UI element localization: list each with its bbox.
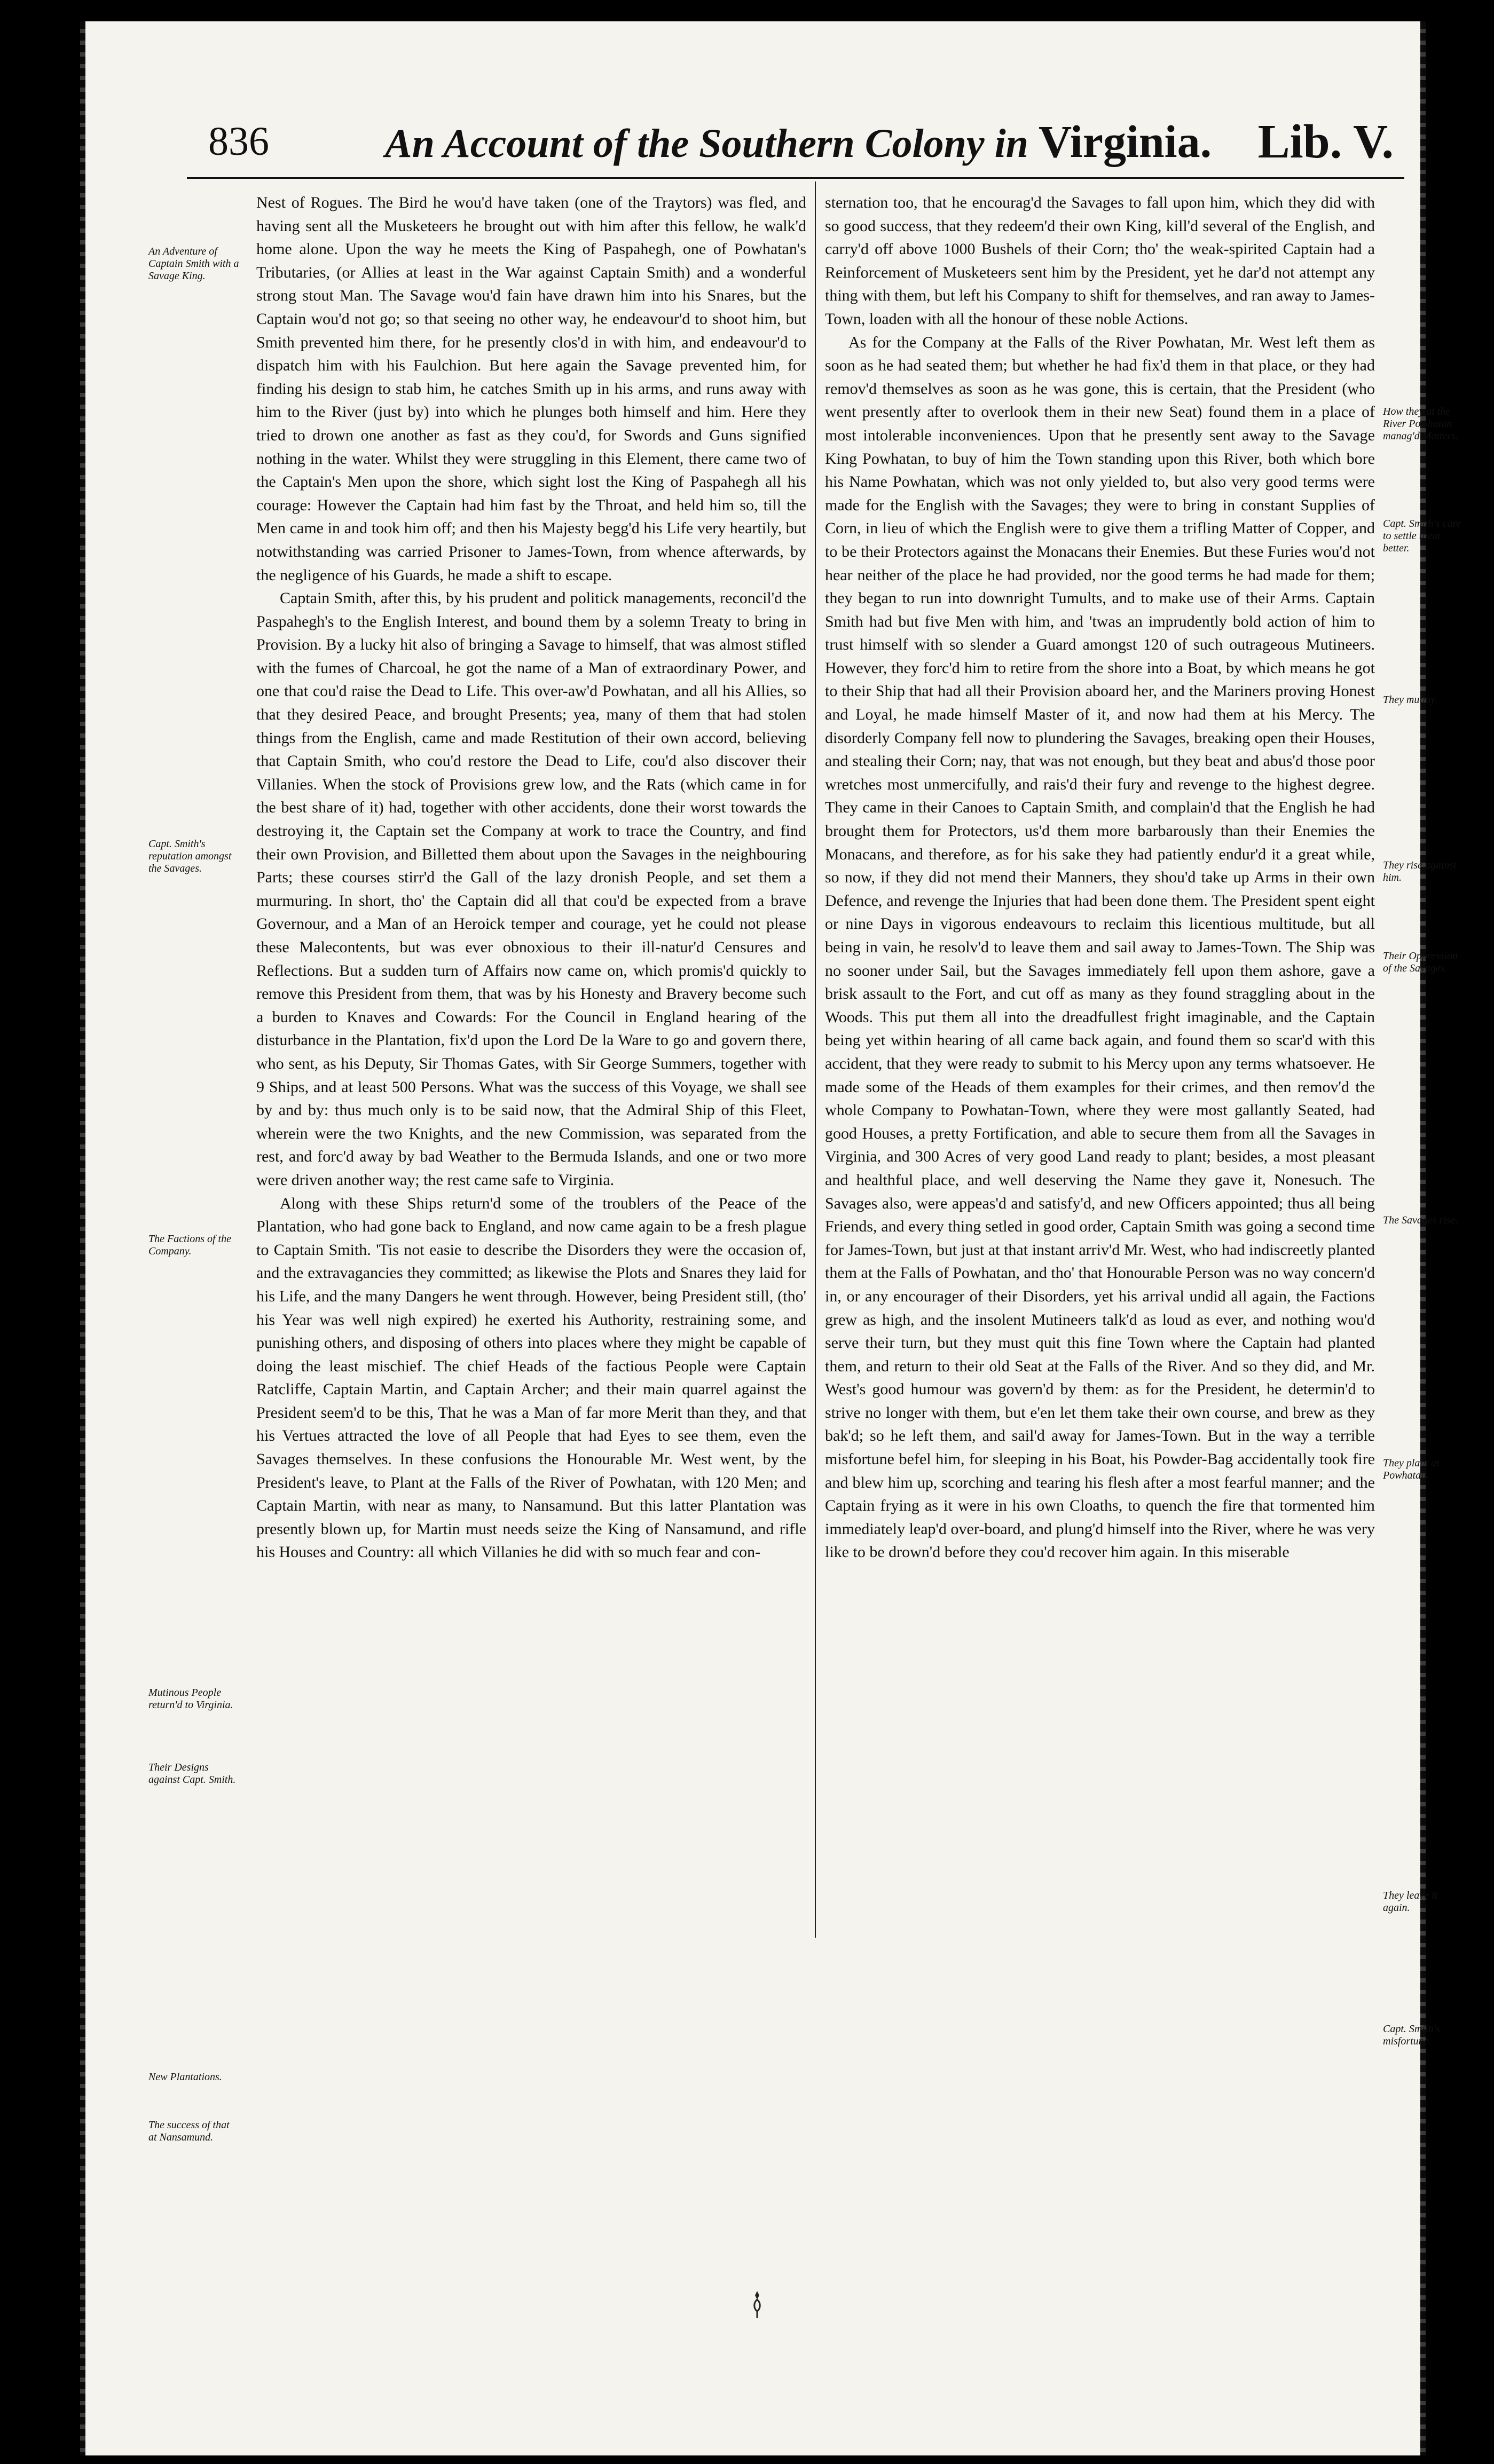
- margin-note-leave-it: They leave it again.: [1383, 1890, 1438, 1914]
- left-paragraph: Nest of Rogues. The Bird he wou'd have taken (one of the Traytors) was fled, and having sent all the Musketeers he brought out with him after this fellow, he walk'd home alone. Upon the way he meets the King of Paspahegh, one of Powhatan's Tributaries, (or Allies at least in the War against Captain Smith) and a wonderful strong stout Man. The Savage wou'd fain have drawn him into his Snares, but the Captain wou'd not go; so that seeing no other way, he endeavour'd to shoot him, but Smith prevented him there, for he presently clos'd in with him, and endeavour'd to dispatch him with his Faulchion. But here again the Savage prevented him, for finding his design to stab him, he catches Smith up in his arms, and runs away with him to the River (just by) into which he plunges both himself and him. Here they tried to drown one another as fast as they cou'd, for Swords and Guns signified nothing in the water. Whilst they were struggling in this Element, there came two of the Captain's Men upon the shore, which sight lost the King of Paspahegh all his courage: However the Captain had him fast by the Throat, and held him so, till the Men came in and took him off; and then his Majesty begg'd his Life very heartily, but notwithstanding was carried Prisoner to James-Town, from whence afterwards, by the negligence of his Guards, he made a shift to escape.: [256, 194, 806, 584]
- book-page: [80, 21, 1461, 2455]
- margin-note-mutinous: Mutinous People return'd to Virginia.: [148, 1687, 233, 1711]
- margin-note-river-powhatan: How they at the River Powhatan manag'd Matters.: [1383, 406, 1458, 442]
- margin-note-mutiny: They mutiny.: [1383, 694, 1438, 706]
- column-divider: [815, 181, 816, 1938]
- margin-note-plantations: New Plantations.: [148, 2071, 222, 2083]
- right-paragraph: As for the Company at the Falls of the River Powhatan, Mr. West left them as soon as he had seated them; but whether he had fix'd them in that place, or they had remov'd themselves as soon as he was gone, this is certain, that the President (who went presently after to overlook them in their new Seat) found them in a place of most intolerable inconveniences. Upon that he presently sent away to the Savage King Powhatan, to buy of him the Town standing upon this River, both which bore his Name Powhatan, which was not only yielded to, but also very good terms were made for the English with the Savages; they were to bring in constant Supplies of Corn, in lieu of which the English were to give them a trifling Matter of Copper, and to be their Protectors against the Monacans their Enemies. But these Furies wou'd not hear neither of the place he had provided, nor the good terms he had made for them; they began to run into downright Tumults, and to make use of their Arms. Captain Smith had but five Men with him, and 'twas an imprudently bold action of him to trust himself with so slender a Guard amongst 120 of such outrageous Mutineers. However, they forc'd him to retire from the shore into a Boat, by which means he got to their Ship that had all their Provision aboard her, and the Mariners proving Honest and Loyal, he made himself Master of it, and now had them at his Mercy. The disorderly Company fell now to plundering the Savages, breaking open their Houses, and stealing their Corn; nay, that was not enough, but they beat and abus'd those poor wretches most unmercifully, and rais'd their fury and revenge to the highest degree. They came in their Canoes to Captain Smith, and complain'd that the English he had brought them for Protectors, us'd them more barbarously than their Enemies the Monacans, and therefore, as for his sake they had patiently endur'd it a great while, so now, if they did not mend their Manners, they shou'd take up Arms in their own Defence, and revenge the Injuries that had been done them. The President spent eight or nine Days in vigorous endeavours to reclaim this licentious multitude, but all being in vain, he resolv'd to leave them and sail away to James-Town. The Ship was no sooner under Sail, but the Savages immediately fell upon them ashore, gave a brisk assault to the Fort, and cut off as many as they found straggling about in the Woods. This put them all into the dreadfullest fright imaginable, and the Captain being yet within hearing of all came back again, and found them so scar'd with this accident, that they were ready to submit to his Mercy upon any terms whatsoever. He made some of the Heads of them examples for their crimes, and then remov'd the whole Company to Powhatan-Town, where they were most gallantly Seated, had good Houses, a pretty Fortification, and able to secure them from all the Savages in Virginia, and 300 Acres of very good Land ready to plant; besides, a most pleasant and healthful place, and well deserving the Name they gave it, Nonesuch. The Savages also, were appeas'd and satisfy'd, and new Officers appointed; thus all being Friends, and every thing setled in good order, Captain Smith was going a second time for James-Town, but just at that instant arriv'd Mr. West, who had indiscreetly planted them at the Falls of Powhatan, and tho' that Honourable Person was no way concern'd in, or any encourager of their Disorders, yet his arrival undid all again, the Factions grew as high, and the insolent Mutineers talk'd as loud as ever, and nothing wou'd serve their turn, but they must quit this fine Town where the Captain had planted them, and return to their old Seat at the Falls of the River. And so they did, and Mr. West's good humour was govern'd by them: as for the President, he determin'd to strive no longer with them, but e'en let them take their own course, and brew as they bak'd; so he left them, and sail'd away for James-Town. But in the way a terrible misfortune befel him, for sleeping in his Boat, his Powder-Bag accidentally took fire and blew him up, scorching and tearing his flesh after a most fearful manner; and the Captain frying as it were in his own Cloaths, to quench the fire that tormented him immediately leap'd over-board, and plung'd himself into the River, where he was very like to be drown'd before they cou'd recover him again. In this miserable: [825, 333, 1375, 1561]
- margin-note-oppression: Their Oppression of the Savages.: [1383, 950, 1458, 974]
- book-label: Lib. V.: [1257, 115, 1394, 168]
- margin-note-factions: The Factions of the Company.: [148, 1233, 231, 1257]
- ornament-icon: [750, 2290, 764, 2319]
- margin-note-smith-care: Capt. Smith's care to settle them better.: [1383, 518, 1461, 554]
- running-title: [342, 115, 1255, 168]
- margin-note-designs: Their Designs against Capt. Smith.: [148, 1762, 236, 1786]
- margin-note-savages-rise: The Savages rise.: [1383, 1214, 1458, 1226]
- margin-note-misfortune: Capt. Smith's misfortune.: [1383, 2023, 1440, 2047]
- margin-note-reputation: Capt. Smith's reputation amongst the Savages.: [148, 838, 232, 874]
- running-title-roman: Virginia.: [1038, 116, 1212, 167]
- right-paragraph: sternation too, that he encourag'd the Savages to fall upon him, which they did with so good success, that they redeem'd their own King, kill'd several of the English, and carry'd off above 1000 Bushels of their Corn; tho' the weak-spirited Captain had a Reinforcement of Musketeers sent him by the President, yet he dar'd not attempt any thing with them, but left his Company to shift for themselves, and ran away to James-Town, loaden with all the honour of these noble Actions.: [825, 194, 1375, 328]
- running-head: [208, 109, 1394, 173]
- margin-note-nansamund: The success of that at Nansamund.: [148, 2119, 230, 2143]
- left-paragraph: Along with these Ships return'd some of the troublers of the Peace of the Plantation, who had gone back to England, and now came again to be a fresh plague to Captain Smith. 'Tis not easie to describe the Disorders they were the occasion of, and the extravagancies they committed; as likewise the Plots and Snares they laid for his Life, and the many Dangers he went through. However, being President still, (tho' his Year was well nigh expired) he exerted his Authority, restraining some, and punishing others, and disposing of others into places where they might be capable of doing the least mischief. The chief Heads of the factious People were Captain Ratcliffe, Captain Martin, and Captain Archer; and their main quarrel against the President seem'd to be this, That he was a Man of far more Merit than they, and that his Vertues attracted the love of all People that had Eyes to see them, even the Savages themselves. In these confusions the Honourable Mr. West went, by the President's leave, to Plant at the Falls of the River of Powhatan, with 120 Men; and Captain Martin, with near as many, to Nansamund. But this latter Plantation was presently blown up, for Martin must needs seize the King of Nansamund, and rifle his Houses and Country: all which Villanies he did with so much fear and con-: [256, 1194, 806, 1561]
- margin-note-rise-against: They rise against him.: [1383, 859, 1457, 883]
- header-rule: [187, 177, 1404, 179]
- margin-note-adventure: An Adventure of Captain Smith with a Savage King.: [148, 246, 239, 282]
- scan-edge-left: [80, 21, 85, 2455]
- right-column: [825, 191, 1375, 1564]
- running-title-italic: An Account of the Southern Colony in: [384, 121, 1028, 166]
- page-number: 836: [208, 119, 269, 164]
- scan-edge-right: [1420, 21, 1426, 2455]
- left-column: [256, 191, 806, 1564]
- left-paragraph: Captain Smith, after this, by his prudent and politick managements, reconcil'd the Paspahegh's to the English Interest, and bound them by a solemn Treaty to bring in Provision. By a lucky hit also of bringing a Savage to himself, that was almost stifled with the fumes of Charcoal, he got the name of a Man of extraordinary Power, and one that cou'd raise the Dead to Life. This over-aw'd Powhatan, and all his Allies, so that they desired Peace, and brought Presents; yea, many of them that had stolen things from the English, came and made Restitution of their own accord, believing that Captain Smith, who cou'd restore the Dead to Life, cou'd also discover their Villanies. When the stock of Provisions grew low, and the Rats (which came in for the best share of it) had, together with other accidents, done their worst towards the destroying it, the Captain set the Company at work to trace the Country, and find their own Provision, and Billetted them about upon the Savages in the neighbouring Parts; these courses stirr'd the Gall of the lazy dronish People, and set them a murmuring. In short, tho' the Captain did all that cou'd be expected from a brave Governour, and a Man of an Heroick temper and courage, yet he could not please these Malecontents, but was ever obnoxious to their ill-natur'd Censures and Reflections. But a sudden turn of Affairs now came on, which promis'd quickly to remove this President from them, that was by his Honesty and Bravery become such a burden to Knaves and Cowards: For the Council in England hearing of the disturbance in the Plantation, fix'd upon the Lord De la Ware to go and govern there, who sent, as his Deputy, Sir Thomas Gates, with Sir George Summers, together with 9 Ships, and at least 500 Persons. What was the success of this Voyage, we shall see by and by: thus much only is to be said now, that the Admiral Ship of this Fleet, wherein were the two Knights, and the new Commission, was separated from the rest, and forc'd away by bad Weather to the Bermuda Islands, and one or two more were driven another way; the rest came safe to Virginia.: [256, 589, 806, 1189]
- margin-note-plant-powhatan: They plant at Powhatan.: [1383, 1457, 1440, 1481]
